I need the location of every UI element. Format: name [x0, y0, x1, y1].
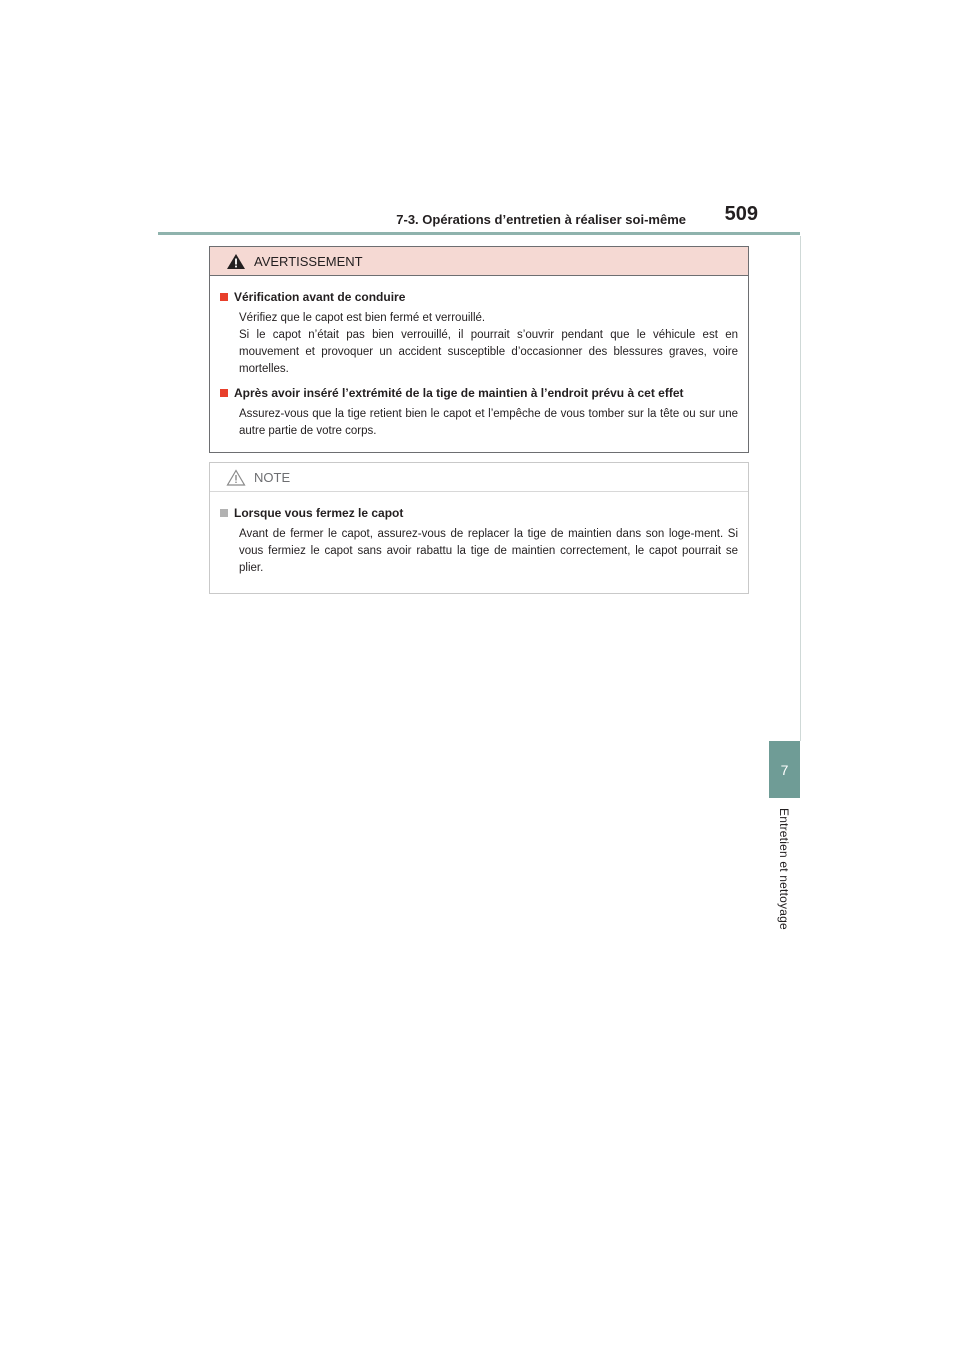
red-square-bullet-icon: [220, 293, 228, 301]
paragraph: Assurez-vous que la tige retient bien le capot et l’empêche de vous tomber sur la tête ou sur une autre partie de votre corps.: [239, 408, 738, 437]
note-header: [210, 463, 748, 492]
chapter-tab: [769, 741, 800, 798]
section-title: 7-3. Opérations d’entretien à réaliser soi-même: [396, 212, 686, 227]
item-title-text: Vérification avant de conduire: [234, 290, 406, 304]
warning-item-title: [220, 290, 738, 304]
chapter-label: Entretien et nettoyage: [777, 808, 791, 930]
warning-title: AVERTISSEMENT: [254, 253, 363, 269]
paragraph: Avant de fermer le capot, assurez-vous de replacer la tige de maintien dans son loge-ment. Si vous fermiez le capot sans avoir rabattu la tige de maintien correctement, le capot pourrait se plier.: [239, 528, 738, 574]
paragraph: Vérifiez que le capot est bien fermé et verrouillé.: [239, 312, 486, 324]
paragraph: Si le capot n’était pas bien verrouillé, il pourrait s’ouvrir pendant que le véhicule est en mouvement et provoquer un accident susceptible d’occasionner des blessures graves, voire mortelles.: [239, 329, 738, 375]
note-item-title: [220, 506, 738, 520]
gray-square-bullet-icon: [220, 509, 228, 517]
caution-triangle-outline-icon: [226, 469, 246, 486]
item-title-text: Lorsque vous fermez le capot: [234, 506, 404, 520]
chapter-number: 7: [780, 761, 789, 778]
warning-triangle-icon: [226, 253, 246, 270]
note-box: [209, 462, 749, 594]
page-number: 509: [724, 203, 758, 225]
warning-item-title: [220, 386, 738, 400]
note-body: [210, 492, 748, 577]
page-header: [158, 200, 800, 236]
warning-body: [210, 276, 748, 440]
note-title: NOTE: [254, 469, 291, 485]
header-rule: [158, 232, 800, 235]
red-square-bullet-icon: [220, 389, 228, 397]
warning-header: [210, 247, 748, 276]
note-item-text: [239, 526, 738, 577]
item-title-text: Après avoir inséré l’extrémité de la tige de maintien à l’endroit prévu à cet effet: [234, 386, 684, 400]
warning-item-text: [239, 310, 738, 378]
side-divider: [800, 236, 801, 741]
warning-item-text: [239, 406, 738, 440]
warning-box: [209, 246, 749, 453]
